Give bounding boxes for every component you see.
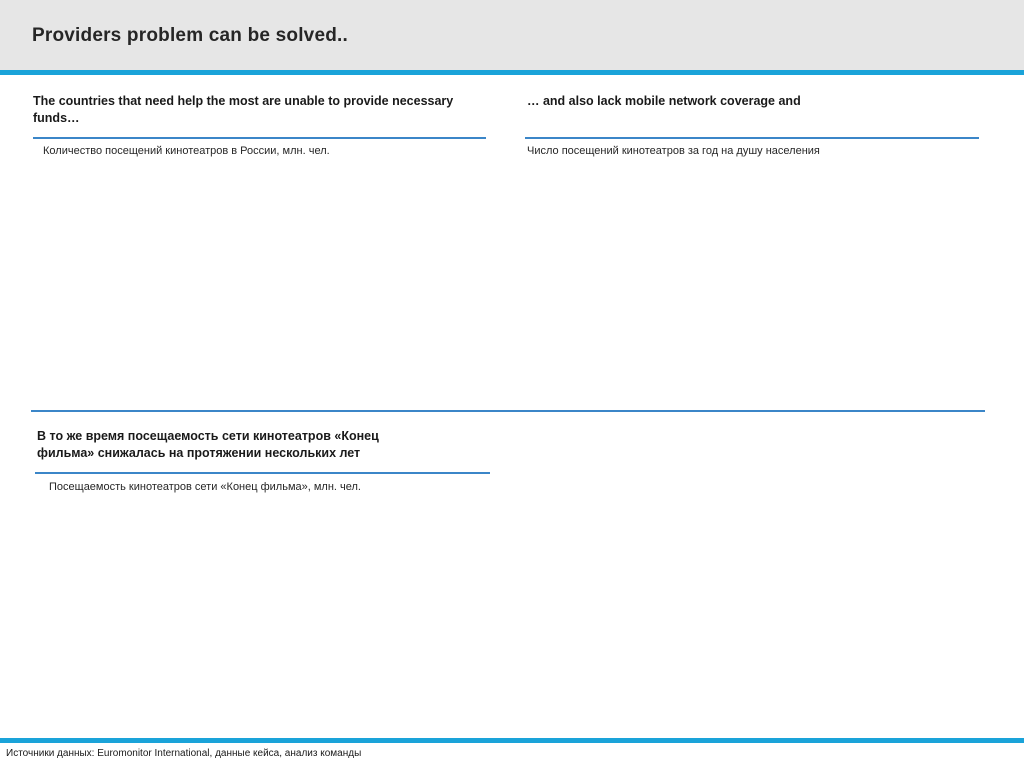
left-chart-caption: Количество посещений кинотеатров в России, млн. чел. <box>43 145 330 157</box>
slide-title: Providers problem can be solved.. <box>32 25 348 46</box>
left-section-divider <box>33 137 486 139</box>
right-chart-caption: Число посещений кинотеатров за год на душу населения <box>527 145 820 157</box>
bottom-section-heading: В то же время посещаемость сети кинотеатров «Конец фильма» снижалась на протяжении нескольких лет <box>37 429 379 460</box>
bottom-section-divider <box>35 472 490 474</box>
left-section-heading: The countries that need help the most are unable to provide necessary funds… <box>33 94 454 125</box>
right-section-heading: … and also lack mobile network coverage and <box>527 94 801 108</box>
header-accent-bar <box>0 70 1024 75</box>
footer-accent-bar <box>0 738 1024 743</box>
bottom-chart-caption: Посещаемость кинотеатров сети «Конец фильма», млн. чел. <box>49 481 361 493</box>
right-section-divider <box>525 137 979 139</box>
source-note: Источники данных: Euromonitor International, данные кейса, анализ команды <box>6 748 362 759</box>
middle-divider <box>31 410 985 412</box>
slide-header <box>0 0 1024 70</box>
